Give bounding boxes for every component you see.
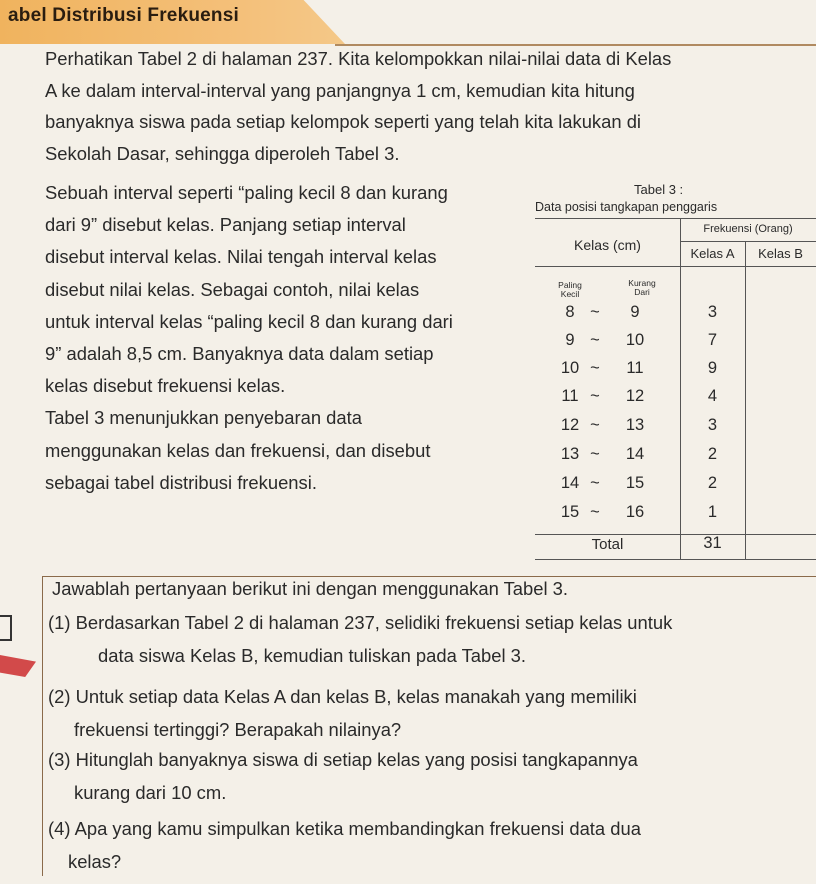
freq-a: 7 <box>707 331 718 349</box>
table-divider <box>535 534 816 535</box>
row-to: 13 <box>625 416 645 434</box>
intro-line: A ke dalam interval-interval yang panjangnya 1 cm, kemudian kita hitung <box>45 79 635 101</box>
tilde: ~ <box>590 359 600 377</box>
question-line: (3) Hitunglah banyaknya siswa di setiap kelas yang posisi tangkapannya <box>48 749 638 770</box>
question-line: (2) Untuk setiap data Kelas A dan kelas B, kelas manakah yang memiliki <box>48 686 637 707</box>
row-from: 12 <box>560 416 580 434</box>
total-label: Total <box>591 536 624 553</box>
question-3 <box>48 749 638 815</box>
freq-a: 1 <box>707 503 718 521</box>
definition-paragraph <box>45 184 453 506</box>
tilde: ~ <box>590 445 600 463</box>
row-to: 14 <box>625 445 645 463</box>
tilde: ~ <box>590 503 600 521</box>
table-divider <box>680 241 816 242</box>
tilde: ~ <box>590 303 600 321</box>
questions-rule <box>42 576 816 577</box>
freq-a: 4 <box>707 387 718 405</box>
tilde: ~ <box>590 387 600 405</box>
freq-a: 2 <box>707 445 718 463</box>
header-kelas-b: Kelas B <box>758 246 803 261</box>
total-a: 31 <box>703 534 722 552</box>
questions-rule-vertical <box>42 577 43 876</box>
row-to: 9 <box>630 303 640 321</box>
intro-line: Sekolah Dasar, sehingga diperoleh Tabel 3. <box>45 142 400 164</box>
question-line: frekuensi tertinggi? Berapakah nilainya? <box>74 719 402 740</box>
body-line: 9” adalah 8,5 cm. Banyaknya data dalam setiap <box>45 342 434 364</box>
body-line: menggunakan kelas dan frekuensi, dan disebut <box>45 439 431 461</box>
table-divider <box>745 241 746 559</box>
freq-a: 9 <box>707 359 718 377</box>
body-line: disebut nilai kelas. Sebagai contoh, nilai kelas <box>45 278 420 300</box>
section-title: abel Distribusi Frekuensi <box>8 5 239 26</box>
header-frekuensi: Frekuensi (Orang) <box>703 223 793 235</box>
body-line: disebut interval kelas. Nilai tengah interval kelas <box>45 246 437 268</box>
margin-tab <box>0 655 36 677</box>
row-to: 16 <box>625 503 645 521</box>
subheader-min: Paling Kecil <box>558 280 582 299</box>
table-caption: Tabel 3 : <box>634 182 684 197</box>
subheader-max: Kurang Dari <box>628 278 656 297</box>
question-line: kurang dari 10 cm. <box>74 782 227 803</box>
question-line: (4) Apa yang kamu simpulkan ketika membandingkan frekuensi data dua <box>48 818 641 839</box>
question-1 <box>48 612 672 678</box>
table-subcaption: Data posisi tangkapan penggaris <box>535 200 718 214</box>
intro-paragraph <box>45 50 671 176</box>
row-from: 14 <box>560 474 580 492</box>
row-from: 11 <box>561 387 579 405</box>
row-from: 13 <box>560 445 580 463</box>
table-divider <box>535 266 816 267</box>
tilde: ~ <box>590 331 600 349</box>
row-to: 10 <box>625 331 645 349</box>
questions-intro: Jawablah pertanyaan berikut ini dengan menggunakan Tabel 3. <box>52 578 568 599</box>
row-from: 9 <box>565 331 575 349</box>
freq-a: 3 <box>707 416 718 434</box>
row-from: 8 <box>565 303 575 321</box>
tilde: ~ <box>590 416 600 434</box>
freq-a: 2 <box>707 474 718 492</box>
question-line: (1) Berdasarkan Tabel 2 di halaman 237, selidiki frekuensi setiap kelas untuk <box>48 612 673 633</box>
row-to: 11 <box>626 359 644 377</box>
body-line: Sebuah interval seperti “paling kecil 8 dan kurang <box>45 182 448 203</box>
row-from: 15 <box>560 503 580 521</box>
body-line: dari 9” disebut kelas. Panjang setiap interval <box>45 214 406 236</box>
intro-line: banyaknya siswa pada setiap kelompok seperti yang telah kita lakukan di <box>45 111 642 132</box>
question-2 <box>48 686 637 752</box>
header-kelas: Kelas (cm) <box>574 237 641 253</box>
intro-line: Perhatikan Tabel 2 di halaman 237. Kita kelompokkan nilai-nilai data di Kelas <box>45 48 672 69</box>
question-4 <box>48 818 641 884</box>
row-from: 10 <box>560 359 580 377</box>
question-line: data siswa Kelas B, kemudian tuliskan pada Tabel 3. <box>98 645 527 666</box>
header-rule <box>335 44 816 46</box>
body-line: sebagai tabel distribusi frekuensi. <box>45 471 317 493</box>
body-line: untuk interval kelas “paling kecil 8 dan kurang dari <box>45 310 453 332</box>
tilde: ~ <box>590 474 600 492</box>
row-to: 12 <box>625 387 645 405</box>
question-line: kelas? <box>68 851 122 872</box>
frequency-table <box>535 218 816 560</box>
row-to: 15 <box>625 474 645 492</box>
margin-bracket <box>0 615 12 641</box>
body-line: kelas disebut frekuensi kelas. <box>45 375 286 397</box>
freq-a: 3 <box>707 303 718 321</box>
header-kelas-a: Kelas A <box>690 246 735 261</box>
body-line: Tabel 3 menunjukkan penyebaran data <box>45 407 362 429</box>
